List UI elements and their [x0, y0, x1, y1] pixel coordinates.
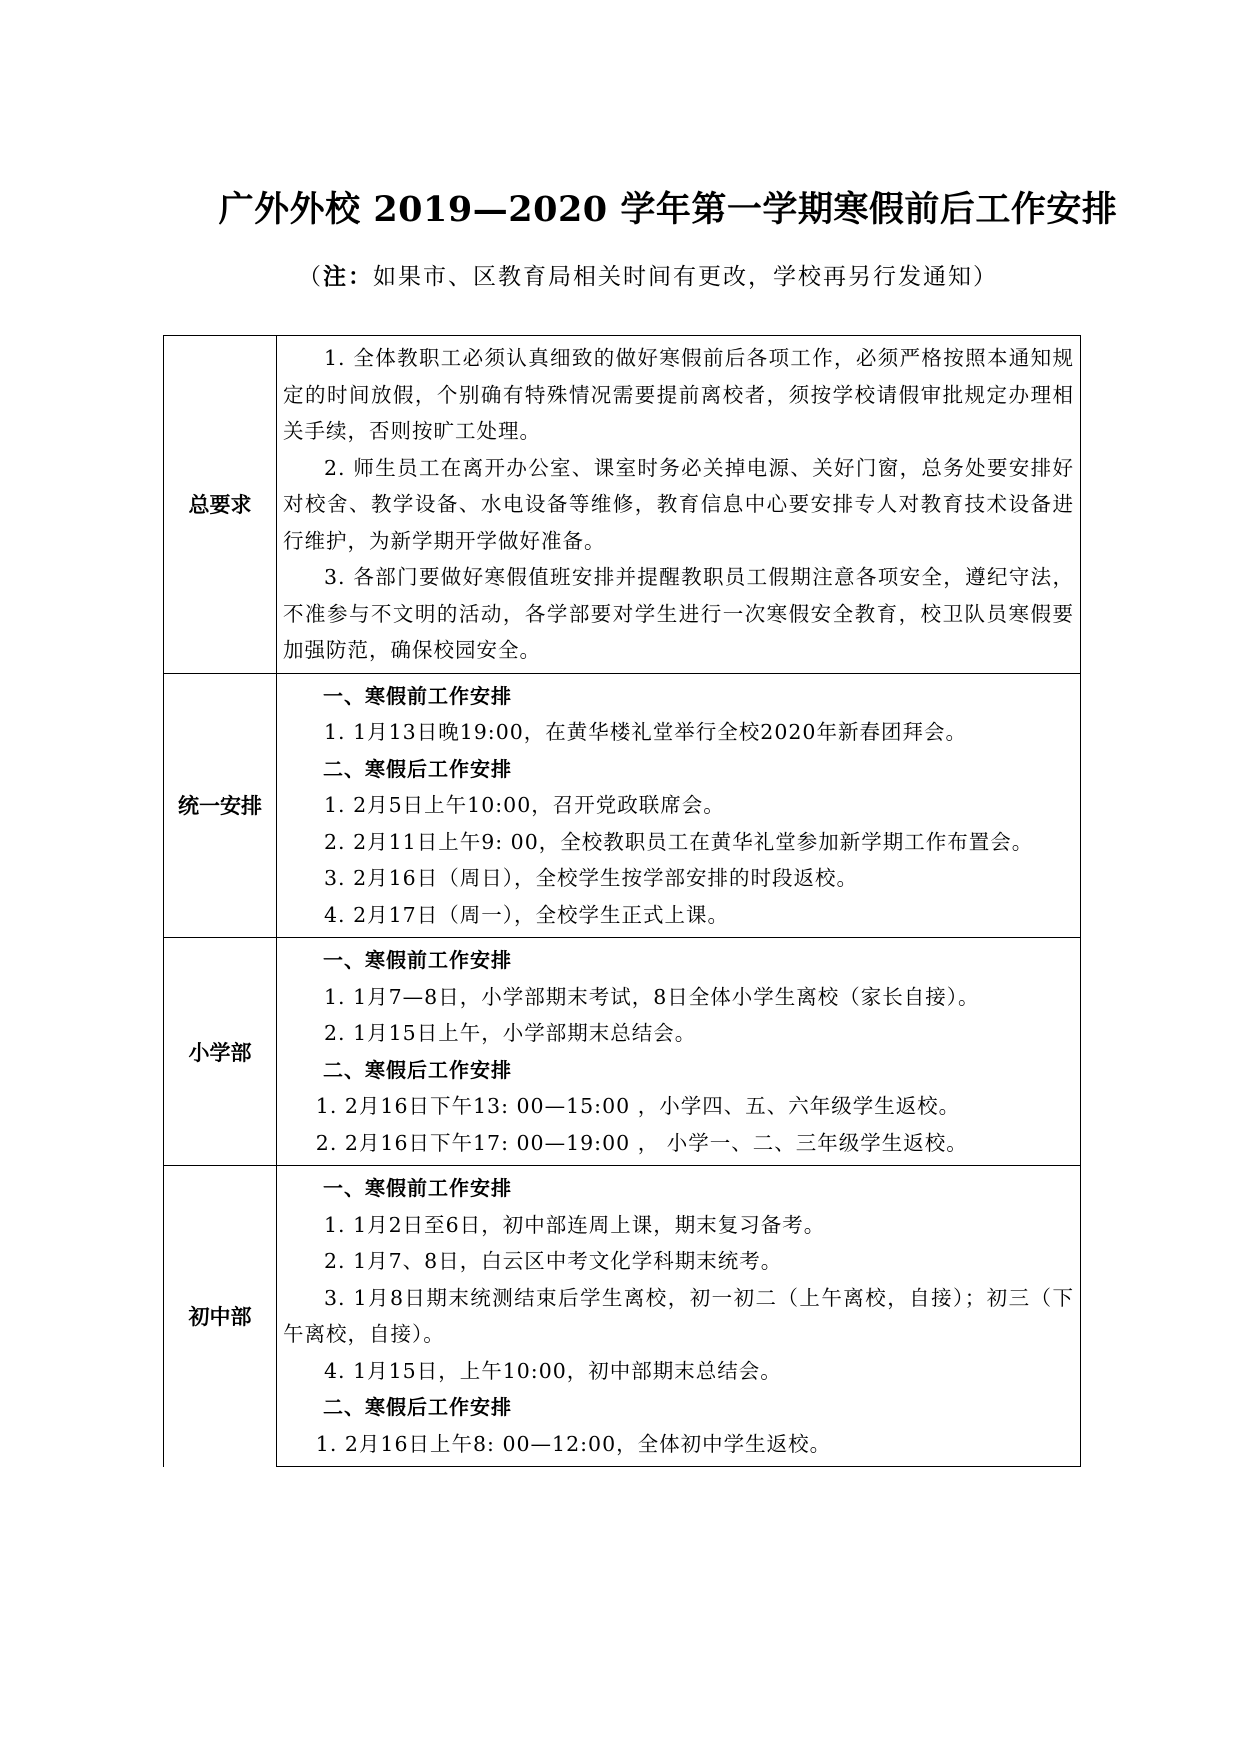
document-note — [28, 258, 1240, 291]
row-content — [277, 938, 1081, 1166]
paragraph: 1. 2月5日上午10:00，召开党政联席会。 — [324, 793, 725, 817]
paragraph: 1. 1月13日晚19:00，在黄华楼礼堂举行全校2020年新春团拜会。 — [324, 720, 967, 744]
paragraph: 4. 2月17日（周一），全校学生正式上课。 — [324, 902, 729, 927]
section-heading: 一、寒假前工作安排 — [323, 948, 512, 972]
table-row — [164, 938, 1081, 1166]
paragraph: 1. 全体教职工必须认真细致的做好寒假前后各项工作，必须严格按照本通知规定的时间放假，个别确有特殊情况需要提前离校者，须按学校请假审批规定办理相关手续，否则按旷工处理。 — [283, 346, 1074, 443]
paragraph: 3. 各部门要做好寒假值班安排并提醒教职员工假期注意各项安全，遵纪守法，不准参与不文明的活动，各学部要对学生进行一次寒假安全教育，校卫队员寒假要加强防范，确保校园安全。 — [283, 565, 1074, 662]
document-title: 广外外校 2019—2020 学年第一学期寒假前后工作安排 — [218, 189, 1118, 230]
paragraph: 2. 2月11日上午9: 00，全校教职员工在黄华礼堂参加新学期工作布置会。 — [324, 829, 1034, 854]
paragraph: 3. 2月16日（周日），全校学生按学部安排的时段返校。 — [324, 866, 858, 890]
table-row — [164, 1166, 1081, 1467]
row-label: 小学部 — [164, 938, 277, 1166]
note-open-paren: （ — [298, 264, 323, 290]
paragraph: 4. 1月15日，上午10:00，初中部期末总结会。 — [324, 1358, 782, 1383]
note-text: 如果市、区教育局相关时间有更改，学校再另行发通知） — [373, 264, 998, 290]
paragraph: 3. 1月8日期末统测结束后学生离校，初一初二（上午离校，自接）；初三（下午离校，自接）。 — [283, 1285, 1074, 1346]
paragraph: 1. 2月16日上午8: 00—12:00，全体初中学生返校。 — [315, 1431, 832, 1456]
paragraph: 1. 1月7—8日，小学部期末考试，8日全体小学生离校（家长自接）。 — [324, 984, 980, 1009]
table-row — [164, 336, 1081, 674]
paragraph: 2. 1月7、8日，白云区中考文化学科期末统考。 — [324, 1249, 783, 1273]
row-content — [277, 1166, 1081, 1467]
section-heading: 二、寒假后工作安排 — [323, 1057, 512, 1082]
section-heading: 二、寒假后工作安排 — [323, 1395, 512, 1419]
row-label: 统一安排 — [164, 673, 277, 938]
schedule-table — [163, 335, 1081, 1467]
table-row — [164, 673, 1081, 938]
paragraph: 2. 师生员工在离开办公室、课室时务必关掉电源、关好门窗，总务处要安排好对校舍、教学设备、水电设备等维修，教育信息中心要安排专人对教育技术设备进行维护，为新学期开学做好准备。 — [283, 455, 1074, 553]
row-label: 初中部 — [164, 1166, 277, 1467]
row-content — [277, 673, 1081, 938]
paragraph: 2. 1月15日上午，小学部期末总结会。 — [324, 1021, 697, 1045]
paragraph: 2. 2月16日下午17: 00—19:00 ， 小学一、二、三年级学生返校。 — [315, 1130, 968, 1155]
row-content — [277, 336, 1081, 674]
section-heading: 一、寒假前工作安排 — [323, 683, 512, 708]
section-heading: 一、寒假前工作安排 — [323, 1176, 512, 1200]
row-label: 总要求 — [164, 336, 277, 674]
note-prefix: 注： — [323, 263, 373, 290]
section-heading: 二、寒假后工作安排 — [323, 756, 512, 781]
paragraph: 1. 2月16日下午13: 00—15:00 ，小学四、五、六年级学生返校。 — [315, 1094, 961, 1118]
paragraph: 1. 1月2日至6日，初中部连周上课，期末复习备考。 — [324, 1212, 826, 1237]
